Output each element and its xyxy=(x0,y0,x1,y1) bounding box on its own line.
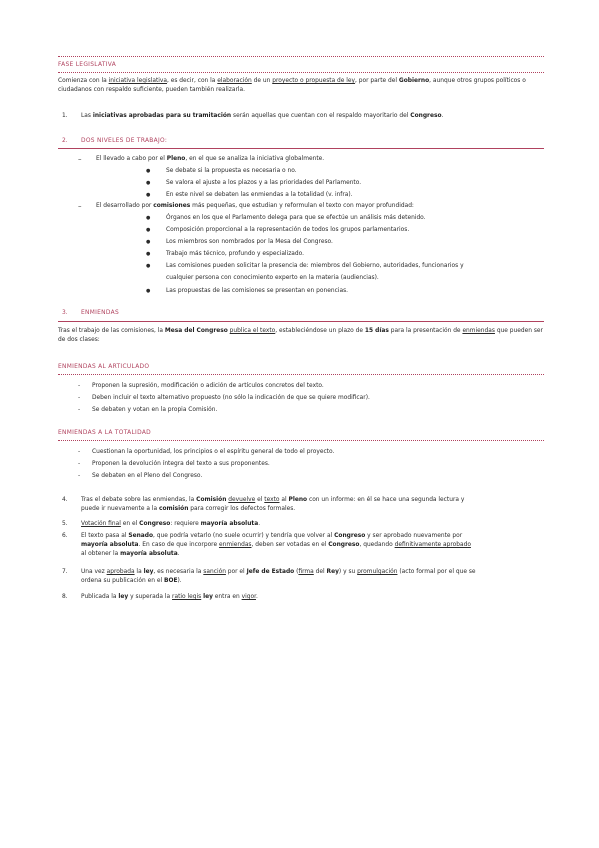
section-rule xyxy=(58,148,544,149)
enmiendas-paragraph: Tras el trabajo de las comisiones, la Mesa del Congreso publica el texto, estableciéndose un plazo de 15 días para la presentación de enmiendas que pueden ser de dos clases: xyxy=(58,328,543,344)
intro-paragraph: Comienza con la iniciativa legislativa, es decir, con la elaboración de un proyecto o propuesta de ley, por parte del Gobierno, aunque otros grupos políticos o ciudadanos con respaldo suficiente, pueden también realizarla. xyxy=(58,78,526,94)
section-rule-top xyxy=(58,56,544,57)
section-rule-bottom xyxy=(58,72,544,73)
subsection-rule xyxy=(58,374,544,375)
section-title-fase-legislativa: FASE LEGISLATIVA xyxy=(58,62,117,68)
link-iniciativa-legislativa: iniciativa legislativa xyxy=(108,78,167,84)
subsection-title-totalidad: ENMIENDAS A LA TOTALIDAD xyxy=(58,430,151,436)
document-page: FASE LEGISLATIVA Comienza con la iniciativa legislativa, es decir, con la elaboración de un proyecto o propuesta de ley, por parte del Gobierno, aunque otros grupos políticos o ciudadanos con respaldo suficiente, pueden también realizarla. 1. Las iniciativas aprobadas para su tramitación serán aquellas que cuentan con el respaldo mayoritario del Congreso. 2. DOS NIVELES DE TRABAJO: – El llevado a cabo por el Pleno, en el que se analiza la iniciativa globalmente. ● Se debate si la propuesta es necesaria o no. ● Se valora el ajuste a los plazos y a las prioridades del Parlamento. ● En este nivel se debaten las enmiendas a la totalidad (v. infra). – El desarrollado por comisiones más pequeñas, que estudian y reformulan el texto con mayor profundidad: ● Órganos en los que el Parlamento delega para que se efectúe un análisis más detenido. ● Composición proporcional a la representación de todos los grupos parlamentarios. ● Los miembros son nombrados por la Mesa del Congreso. ● Trabajo más técnico, profundo y especializado. ● Las comisiones pueden solicitar la presencia de: miembros del Gobierno, autoridades, funcionarios y cualquier persona con conocimiento experto en la materia (audiencias). ● Las propuestas de las comisiones se presentan en ponencias. 3. ENMIENDAS Tras el trabajo de las comisiones, la Mesa del Congreso publica el texto, estableciéndose un plazo de 15 días para la presentación de enmiendas que pueden ser de dos clases: ENMIENDAS AL ARTICULADO - Proponen la supresión, modificación o adición de artículos concretos del texto. - Deben incluir el texto alternativo propuesto (no sólo la indicación de que se quiere modificar). - Se debaten y votan en la propia Comisión. ENMIENDAS A LA TOTALIDAD - Cuestionan la oportunidad, los principios o el espíritu general de todo el proyecto. - Proponen la devolución íntegra del texto a sus proponentes. - Se debaten en el Pleno del Congreso. 4. Tras el debate sobre las enmiendas, la Comisión devuelve el texto al Pleno con un informe: en él se hace una segunda lectura y puede ir nuevamente a la comisión para corregir los defectos formales. 5. Votación final en el Congreso: requiere mayoría absoluta. 6. El texto pasa al Senado, que podría vetarlo (no suele ocurrir) y tendría que volver al Congreso y ser aprobado nuevamente por mayoría absoluta. En caso de que incorpore enmiendas, deben ser votadas en el Congreso, quedando definitivamente aprobado al obtener la mayoría absoluta. 7. Una vez aprobada la ley, es necesaria la sanción por el Jefe de Estado (firma del Rey) y su promulgación (acto formal por el que se ordena su publicación en el BOE). 8. Publicada la ley y superada la ratio legis ley entra en vigor. xyxy=(0,0,599,848)
subsection-title-articulado: ENMIENDAS AL ARTICULADO xyxy=(58,364,150,370)
section-rule xyxy=(58,321,544,322)
subsection-rule xyxy=(58,440,544,441)
